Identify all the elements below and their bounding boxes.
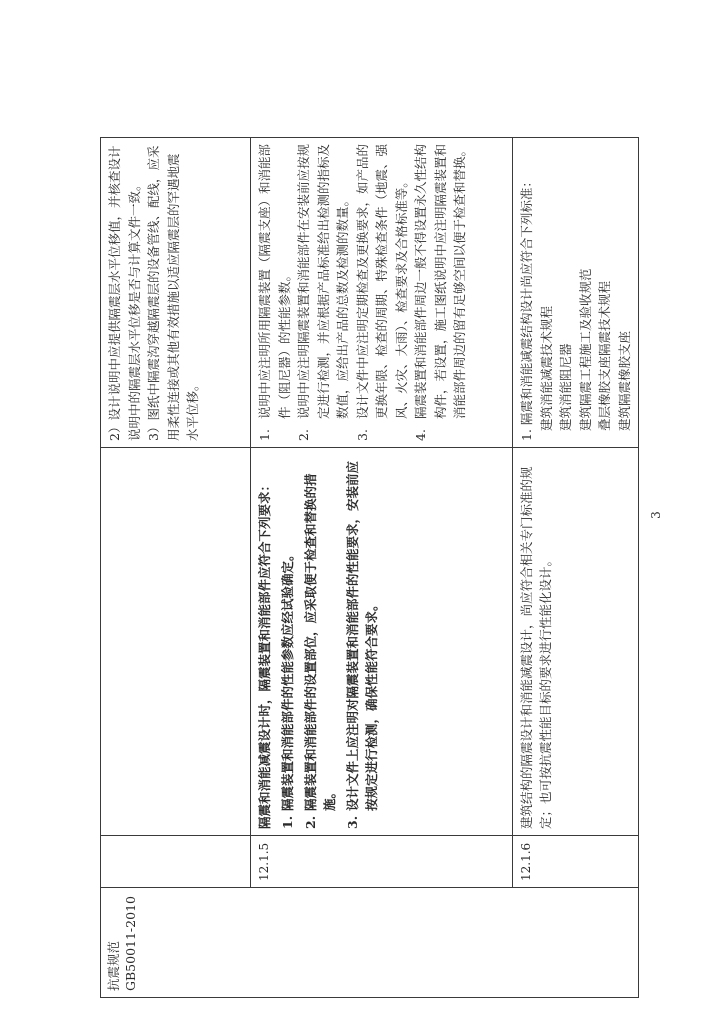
list-item: 建筑消能阻尼器 [558, 343, 573, 431]
requirement-item [301, 454, 339, 829]
note-item [353, 144, 412, 441]
note-text: 隔震装置和消能部件周边一般不得设置永久性结构构件，若设置，施工图纸说明中应注明隔震装置和消能部件周边的留有足够空间以便于检查和替换。 [413, 143, 467, 419]
note-number: 4. [413, 429, 428, 441]
item-number: 1. [280, 815, 295, 829]
law-name: 抗震规范 [106, 940, 121, 991]
rotated-table-wrapper [100, 138, 636, 998]
list-item: 建筑隔震橡胶支座 [616, 330, 632, 431]
page-number: 3 [648, 511, 663, 519]
note-item [411, 144, 470, 441]
law-cell [101, 888, 639, 998]
table-row [101, 138, 251, 998]
note-item [294, 144, 353, 441]
requirement-text: 建筑结构的隔震设计和消能减震设计，尚应符合相关专门标准的规定；也可按抗震性能目标的要求进行性能化设计。 [519, 466, 553, 829]
note-text: 说明中应注明隔震装置和消能部件在安装前应按规定进行检测，并应根据产品标准给出检测的指标及数值，应给出产品的总数及检测的数量。 [296, 143, 350, 419]
clause-number: 12.1.6 [513, 836, 639, 888]
notes-cell-top [101, 138, 251, 448]
note-number: 2. [296, 429, 311, 441]
notes-heading: 1. 隔震和消能减震结构设计尚应符合下列标准： [519, 175, 534, 441]
requirement-cell-empty [101, 448, 251, 836]
standards-list [537, 144, 635, 441]
note-text: 说明中应注明所用隔震装置（隔震支座）和消能部件（阻尼器）的性能参数。 [257, 143, 292, 419]
requirement-title: 隔震和消能减震设计时，隔震装置和消能部件应符合下列要求： [257, 478, 272, 829]
note-text: 设计文件中应注明定期检查及更换要求，如产品的更换年限、检查的周期、特殊检查条件（地震、强风、火灾、大雨）、检查要求及合格标准等。 [354, 143, 409, 419]
note-paragraph: 2）设计说明中应提供隔震层水平位移值，并核查设计说明中的隔震层水平位移是否与计算文件一致。 [107, 145, 142, 441]
list-item: 建筑隔震工程施工及验收规范 [577, 268, 593, 431]
table-row [251, 138, 513, 998]
note-number: 3. [354, 429, 370, 441]
list-item: 建筑消能减震技术规程 [538, 305, 554, 431]
clause-cell-empty [101, 836, 251, 888]
notes-cell [251, 138, 513, 448]
item-text: 设计文件上应注明对隔震装置和消能部件的性能要求，安装前应按规定进行检测，确保性能符合要求。 [345, 460, 379, 811]
table-row [513, 138, 639, 998]
list-item: 叠层橡胶支座隔震技术规程 [597, 280, 612, 431]
item-text: 隔震装置和消能部件的设置部位，应采取便于检查和替换的措施。 [303, 473, 337, 811]
item-number: 2. [303, 815, 318, 829]
law-code: GB50011-2010 [123, 896, 138, 991]
note-number: 1. [257, 429, 272, 441]
notes-cell [513, 138, 639, 448]
requirement-cell [513, 448, 639, 836]
review-table [100, 137, 639, 998]
requirement-cell [251, 448, 513, 836]
clause-number: 12.1.5 [251, 836, 513, 888]
note-item [255, 144, 294, 441]
requirement-item [278, 454, 297, 829]
item-text: 隔震装置和消能部件的性能参数应经试验确定。 [280, 548, 295, 811]
requirement-item [343, 454, 381, 829]
note-paragraph: 3）图纸中隔震沟穿越隔震层的设备管线、配线，应采用柔性连接或其他有效措施以适应隔震层的罕遇地震水平位移。 [146, 145, 200, 441]
item-number: 3. [345, 815, 360, 829]
